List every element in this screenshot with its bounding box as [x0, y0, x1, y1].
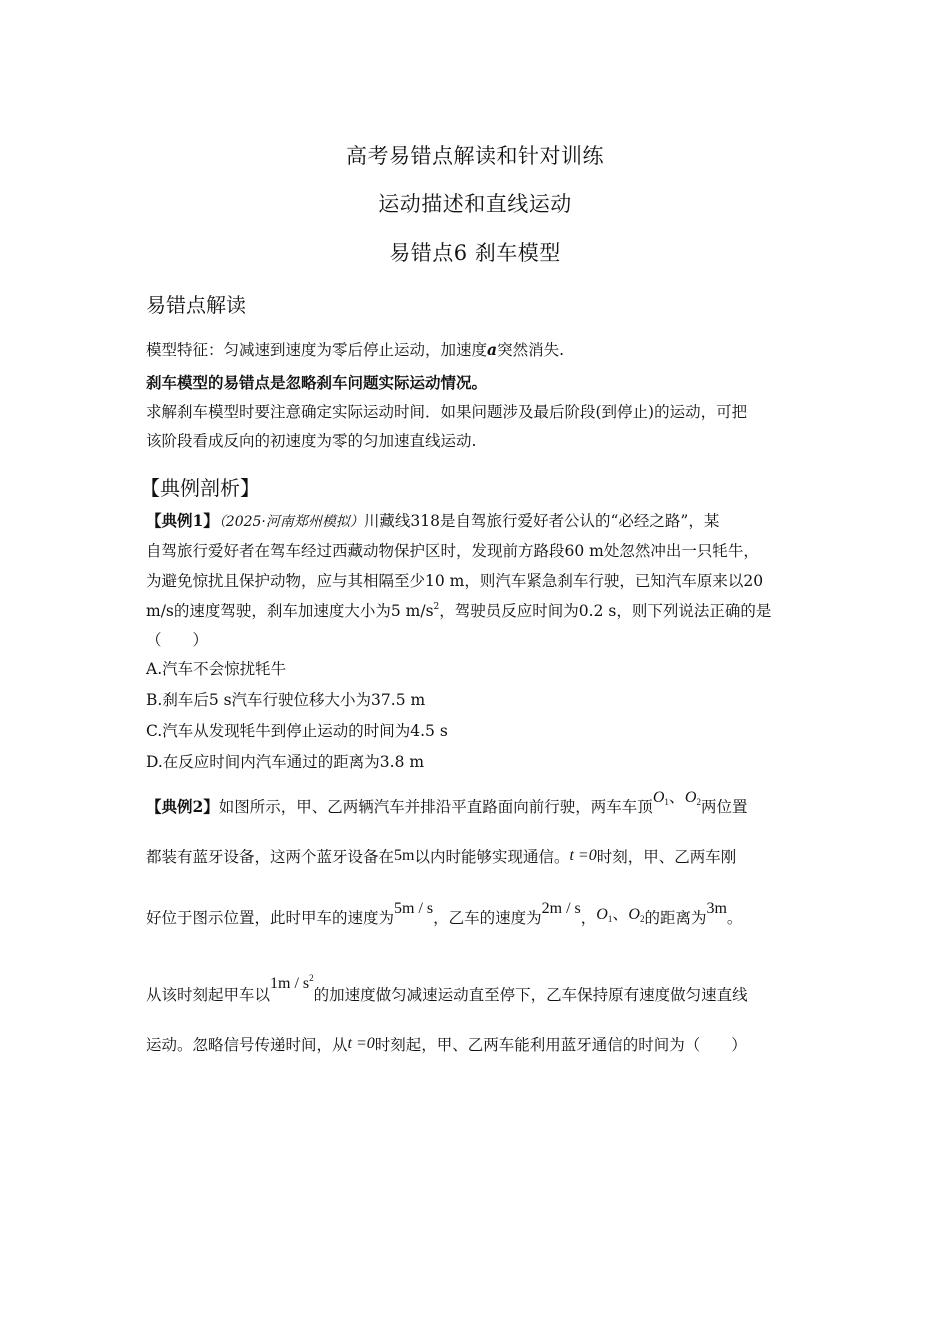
example2-line4: [146, 973, 826, 1008]
chapter-title: 运动描述和直线运动: [378, 192, 572, 216]
acceleration-1ms2: $1m / s^2$: [270, 973, 314, 992]
o1-o2-symbols: O1、O2: [652, 789, 701, 807]
main-title: 高考易错点解读和针对训练: [346, 144, 604, 168]
topic-title: 易错点6 刹车模型: [389, 241, 561, 265]
example2-line4-text: 从该时刻起甲车以: [146, 986, 271, 1004]
example2-line2-text-end: 时刻，甲、乙两车刚: [596, 848, 737, 866]
o1-o2-symbols-2: O1、O2: [596, 906, 645, 924]
example2-line2-text-mid: 以内时能够实现通信。: [414, 848, 570, 866]
exponent: 2: [433, 602, 440, 612]
model-feature-paragraph: [146, 339, 826, 361]
example1-option-d: D.在反应时间内汽车通过的距离为3.8 m: [146, 753, 425, 771]
example2-line3: [146, 900, 826, 931]
comma: ，: [580, 909, 597, 927]
example1-option-a: A.汽车不会惊扰牦牛: [146, 660, 287, 678]
example2-line2-text: 都装有蓝牙设备，这两个蓝牙设备在: [146, 848, 395, 866]
time-zero: t =0: [569, 847, 597, 864]
example2-text: 如图所示，甲、乙两辆汽车并排沿平直路面向前行驶，两车车顶: [218, 798, 653, 816]
example1-line4-text: m/s的速度驾驶，刹车加速度大小为5 m/s: [146, 602, 434, 620]
example2-line3-text-mid: ，乙车的速度为: [433, 909, 542, 927]
example2-label: 【典例2】: [146, 797, 219, 816]
example2-line3-text: 好位于图示位置，此时甲车的速度为: [146, 909, 395, 927]
time-zero-2: t =0: [347, 1035, 375, 1052]
example1-line4-text-end: ，驾驶员反应时间为0.2 s，则下列说法正确的是: [439, 602, 772, 620]
solution-note-line2: 该阶段看成反向的初速度为零的匀加速直线运动.: [146, 432, 477, 450]
example1-line1: [146, 510, 826, 533]
example1-option-b: B.刹车后5 s汽车行驶位移大小为37.5 m: [146, 691, 426, 709]
distance-5m: 5m: [394, 847, 415, 864]
example1-text: 川藏线318是自驾旅行爱好者公认的“必经之路”，某: [363, 512, 720, 530]
example2-line4-text-end: 的加速度做匀减速运动直至停下，乙车保持原有速度做匀速直线: [313, 986, 748, 1004]
example2-text-end: 两位置: [700, 798, 748, 816]
example2-line1: [146, 789, 826, 820]
section-heading-examples: 【典例剖析】: [140, 476, 260, 500]
acceleration-variable: a: [487, 340, 498, 359]
example1-option-c: C.汽车从发现牦牛到停止运动的时间为4.5 s: [146, 722, 448, 740]
example2-line3-text-dist: 的距离为: [644, 909, 707, 927]
model-feature-text-end: 突然消失.: [497, 341, 564, 359]
period: 。: [726, 909, 743, 927]
section-heading-analysis: 易错点解读: [146, 293, 246, 317]
example2-line2: [146, 846, 826, 869]
example2-line5-text-end: 时刻起，甲、乙两车能利用蓝牙通信的时间为（ ）: [374, 1036, 747, 1054]
key-error-point: 刹车模型的易错点是忽略刹车问题实际运动情况。: [146, 373, 488, 392]
example1-answer-bracket: （ ）: [146, 631, 209, 649]
example1-source: （2025·河南郑州模拟）: [218, 514, 364, 530]
model-feature-text: 模型特征：匀减速到速度为零后停止运动，加速度: [146, 341, 488, 359]
example1-line3: 为避免惊扰且保护动物，应与其相隔至少10 m，则汽车紧急刹车行驶，已知汽车原来以20: [146, 572, 764, 590]
example2-line5-text: 运动。忽略信号传递时间，从: [146, 1036, 348, 1054]
example1-line2: 自驾旅行爱好者在驾车经过西藏动物保护区时，发现前方路段60 m处忽然冲出一只牦牛，: [146, 542, 759, 560]
speed-2ms: 2m / s: [541, 900, 581, 917]
distance-3m: 3m: [706, 900, 727, 917]
speed-5ms: 5m / s: [394, 900, 434, 917]
example1-label: 【典例1】: [146, 511, 219, 530]
solution-note-line1: 求解刹车模型时要注意确定实际运动时间．如果问题涉及最后阶段(到停止)的运动，可把: [146, 403, 748, 421]
example2-line5: [146, 1034, 826, 1057]
example1-line4: [146, 600, 826, 625]
